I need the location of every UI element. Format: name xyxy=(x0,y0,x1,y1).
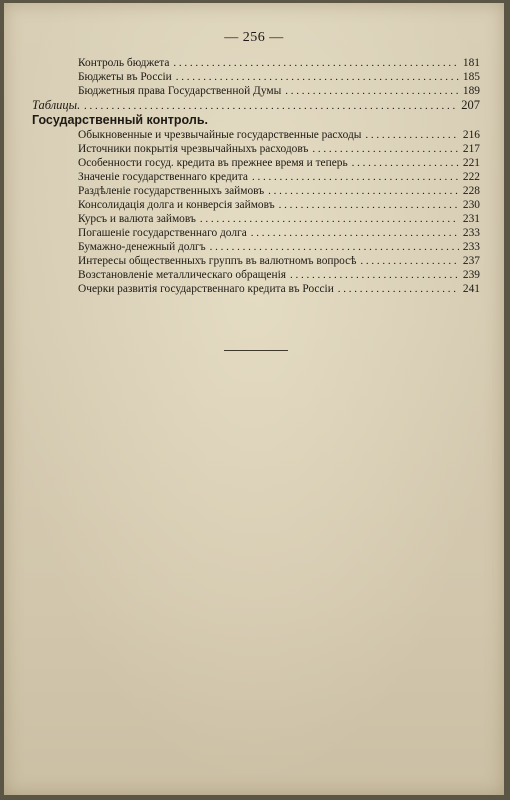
toc-entry-page: 237 xyxy=(462,255,480,267)
dot-leader xyxy=(290,268,459,282)
book-page xyxy=(4,3,504,795)
toc-entry-page: 221 xyxy=(462,157,480,169)
toc-entry-title: Бюджетныя права Государственной Думы xyxy=(78,85,282,97)
toc-entry-title: Консолидація долга и конверсія займовъ xyxy=(78,199,275,211)
toc-entry xyxy=(78,268,480,282)
toc-entry xyxy=(78,282,480,296)
dot-leader xyxy=(352,156,459,170)
toc-entry-page: 233 xyxy=(462,227,480,239)
dot-leader xyxy=(285,84,459,98)
toc-entry-page: 239 xyxy=(462,269,480,281)
toc-entry-title: Интересы общественныхъ группъ въ валютномъ вопросѣ xyxy=(78,255,357,267)
toc-entry-title: Таблицы. xyxy=(32,98,81,112)
dot-leader xyxy=(360,254,459,268)
page-number: — 256 — xyxy=(224,30,284,45)
toc-entry xyxy=(78,170,480,184)
toc-entry xyxy=(78,212,480,226)
toc-entry-title: Источники покрытія чрезвычайныхъ расходовъ xyxy=(78,143,309,155)
toc-entry xyxy=(78,156,480,170)
toc-entry-page: 233 xyxy=(462,241,480,253)
toc-entry xyxy=(78,70,480,84)
toc-entry-title: Раздѣленіе государственныхъ займовъ xyxy=(78,185,265,197)
toc-entry-page: 181 xyxy=(462,57,480,69)
dot-leader xyxy=(210,240,459,254)
dot-leader xyxy=(279,198,459,212)
toc-entry-page: 189 xyxy=(462,85,480,97)
toc-entry-title: Бюджеты въ Россіи xyxy=(78,71,172,83)
toc-entry xyxy=(78,56,480,70)
toc-entry xyxy=(78,240,480,254)
toc-entry-page: 217 xyxy=(462,143,480,155)
dot-leader xyxy=(365,128,458,142)
dot-leader xyxy=(312,142,459,156)
toc-entry-title: Контроль бюджета xyxy=(78,57,170,69)
dot-leader xyxy=(251,226,459,240)
dot-leader xyxy=(176,70,459,84)
toc-entry-title: Значеніе государственнаго кредита xyxy=(78,171,248,183)
dot-leader xyxy=(173,56,459,70)
toc-entry-title: Обыкновенные и чрезвычайные государственные расходы xyxy=(78,129,362,141)
toc-entry-title: Погашеніе государственнаго долга xyxy=(78,227,247,239)
toc-entry-title: Особенности госуд. кредита въ прежнее время и теперь xyxy=(78,157,348,169)
dot-leader xyxy=(268,184,459,198)
dot-leader xyxy=(338,282,459,296)
dot-leader xyxy=(84,99,457,113)
toc-entry-title: Возстановленіе металлическаго обращенія xyxy=(78,269,286,281)
toc-entry-tables xyxy=(32,98,480,113)
end-rule xyxy=(224,350,288,351)
toc-entry-page: 241 xyxy=(462,283,480,295)
toc-entry-page: 228 xyxy=(462,185,480,197)
toc-entry xyxy=(78,226,480,240)
toc-entry xyxy=(78,184,480,198)
toc-entry-title: Курсъ и валюта займовъ xyxy=(78,213,196,225)
toc-entry xyxy=(78,128,480,142)
toc-entry-page: 231 xyxy=(462,213,480,225)
toc-entry-title: Очерки развитія государственнаго кредита въ Россіи xyxy=(78,283,334,295)
toc-entry xyxy=(78,142,480,156)
toc-entry-page: 207 xyxy=(461,98,480,112)
toc-entry-page: 230 xyxy=(462,199,480,211)
toc-entry-page: 222 xyxy=(462,171,480,183)
toc-entry-title: Бумажно-денежный долгъ xyxy=(78,241,206,253)
toc-entry xyxy=(78,84,480,98)
dot-leader xyxy=(252,170,459,184)
toc-entry xyxy=(78,254,480,268)
section-heading: Государственный контроль. xyxy=(32,113,208,127)
dot-leader xyxy=(200,212,459,226)
toc-entry-page: 216 xyxy=(462,129,480,141)
toc-entry-page: 185 xyxy=(462,71,480,83)
toc-entry xyxy=(78,198,480,212)
